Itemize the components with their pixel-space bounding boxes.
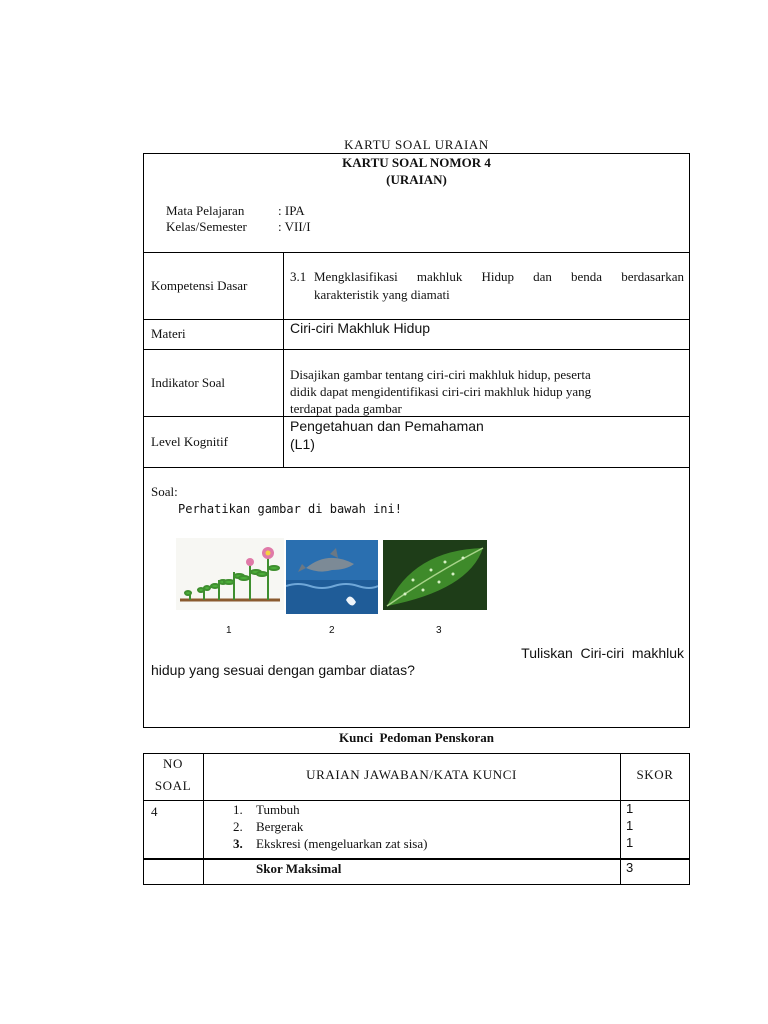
answer-number: 3. [233, 836, 243, 851]
document-title: KARTU SOAL URAIAN [344, 137, 489, 152]
kelas-label: Kelas/Semester [166, 219, 247, 234]
row-no: 4 [151, 804, 158, 819]
indikator-text-line1: Disajikan gambar tentang ciri-ciri makhluk hidup, peserta [290, 367, 591, 382]
leaf-image [383, 540, 487, 610]
total-label: Skor Maksimal [256, 861, 342, 876]
dolphin-image [286, 540, 378, 614]
kompetensi-number: 3.1 [290, 269, 307, 284]
table-row-divider [143, 858, 690, 860]
answer-number: 2. [233, 819, 243, 834]
kompetensi-text-line2: karakteristik yang diamati [314, 287, 450, 302]
indikator-label: Indikator Soal [151, 375, 226, 390]
row-divider [143, 349, 690, 350]
row-divider [143, 252, 690, 253]
header-soal: SOAL [154, 778, 192, 793]
level-kognitif-label: Level Kognitif [151, 434, 228, 449]
image-number: 1 [226, 625, 232, 636]
soal-question-line2: hidup yang sesuai dengan gambar diatas? [151, 662, 415, 678]
indikator-text-line2: didik dapat mengidentifikasi ciri-ciri makhluk hidup yang [290, 384, 592, 399]
header-no: NO [163, 756, 183, 771]
card-heading: KARTU SOAL NOMOR 4 [342, 155, 491, 170]
materi-value: Ciri-ciri Makhluk Hidup [290, 320, 431, 336]
row-divider [143, 467, 690, 468]
total-score: 3 [626, 860, 634, 875]
mata-pelajaran-label: Mata Pelajaran [166, 203, 245, 218]
kompetensi-label: Kompetensi Dasar [151, 278, 248, 293]
level-kognitif-line2: (L1) [290, 436, 315, 452]
answer-score: 1 [626, 835, 634, 850]
soal-instruction: Perhatikan gambar di bawah ini! [178, 502, 402, 516]
answer-score: 1 [626, 801, 634, 816]
answer-text: Bergerak [256, 819, 304, 834]
kelas-value: : VII/I [278, 219, 311, 234]
row-divider [143, 416, 690, 417]
image-strip [176, 538, 488, 642]
indikator-text-line3: terdapat pada gambar [290, 401, 402, 416]
kunci-title: Kunci Pedoman Penskoran [339, 730, 494, 745]
image-number: 2 [329, 625, 335, 636]
kompetensi-text-line1: Mengklasifikasi makhluk Hidup dan benda berdasarkan [314, 269, 684, 284]
soal-label: Soal: [151, 484, 178, 499]
answer-score: 1 [626, 818, 634, 833]
header-skor: SKOR [636, 767, 674, 782]
image-number: 3 [436, 625, 442, 636]
answer-text: Ekskresi (mengeluarkan zat sisa) [256, 836, 428, 851]
mata-pelajaran-value: : IPA [278, 203, 305, 218]
card-subheading: (URAIAN) [386, 172, 447, 187]
level-kognitif-line1: Pengetahuan dan Pemahaman [290, 418, 484, 434]
table-row-divider [143, 800, 690, 801]
header-uraian: URAIAN JAWABAN/KATA KUNCI [306, 767, 517, 782]
answer-text: Tumbuh [256, 802, 300, 817]
column-divider [283, 252, 284, 467]
soal-question-line1: Tuliskan Ciri-ciri makhluk [521, 645, 684, 661]
answer-number: 1. [233, 802, 243, 817]
materi-label: Materi [151, 326, 186, 341]
